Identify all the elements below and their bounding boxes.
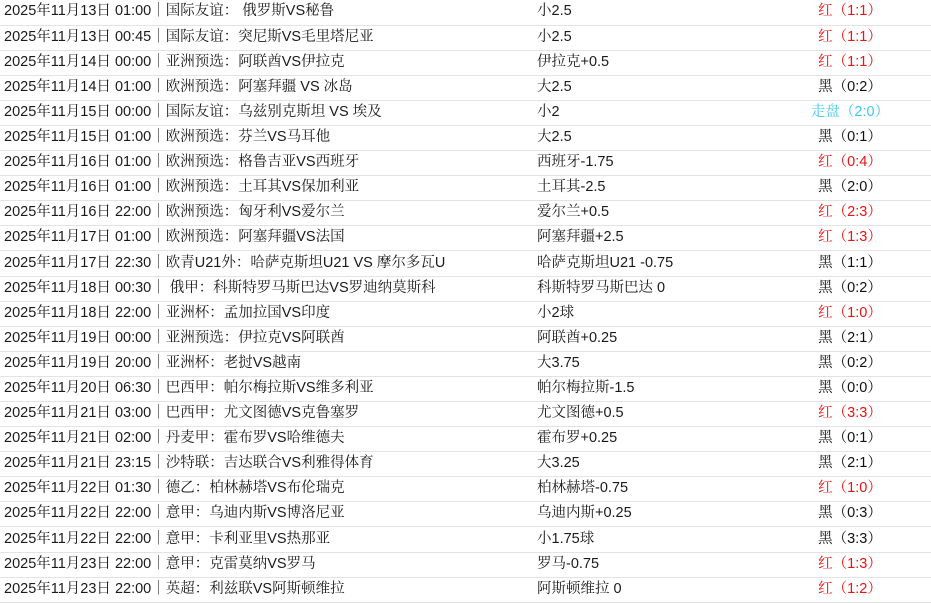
- result-cell: 红（1:3）: [765, 226, 931, 251]
- result-cell: 黑（0:2）: [765, 75, 931, 100]
- result-cell: 红（1:1）: [765, 0, 931, 25]
- table-row[interactable]: [0, 251, 931, 276]
- handicap-cell: 大3.75: [533, 351, 765, 376]
- result-cell: 黑（3:3）: [765, 527, 931, 552]
- match-info-cell: 2025年11月19日 20:00｜亚洲杯：老挝VS越南: [0, 351, 533, 376]
- table-row[interactable]: [0, 0, 931, 25]
- result-cell: 走盘（2:0）: [765, 100, 931, 125]
- handicap-cell: 哈萨克斯坦U21 -0.75: [533, 251, 765, 276]
- handicap-cell: 科斯特罗马斯巴达 0: [533, 276, 765, 301]
- handicap-cell: 西班牙-1.75: [533, 151, 765, 176]
- table-row[interactable]: [0, 25, 931, 50]
- result-cell: 黑（2:1）: [765, 452, 931, 477]
- result-cell: 红（1:0）: [765, 301, 931, 326]
- match-info-cell: 2025年11月21日 02:00｜丹麦甲：霍布罗VS哈维德夫: [0, 427, 533, 452]
- result-cell: 黑（0:1）: [765, 427, 931, 452]
- match-info-cell: 2025年11月14日 01:00｜欧洲预选：阿塞拜疆 VS 冰岛: [0, 75, 533, 100]
- table-row[interactable]: [0, 201, 931, 226]
- table-row[interactable]: [0, 552, 931, 577]
- result-cell: 红（2:3）: [765, 201, 931, 226]
- match-info-cell: 2025年11月23日 22:00｜意甲：克雷莫纳VS罗马: [0, 552, 533, 577]
- match-info-cell: 2025年11月16日 01:00｜欧洲预选：土耳其VS保加利亚: [0, 176, 533, 201]
- table-row[interactable]: [0, 125, 931, 150]
- handicap-cell: 大2.5: [533, 75, 765, 100]
- handicap-cell: 罗马-0.75: [533, 552, 765, 577]
- table-row[interactable]: [0, 176, 931, 201]
- handicap-cell: 土耳其-2.5: [533, 176, 765, 201]
- table-row[interactable]: [0, 527, 931, 552]
- handicap-cell: 大3.25: [533, 452, 765, 477]
- result-cell: 黑（2:0）: [765, 176, 931, 201]
- match-info-cell: 2025年11月22日 22:00｜意甲：卡利亚里VS热那亚: [0, 527, 533, 552]
- match-info-cell: 2025年11月14日 00:00｜亚洲预选：阿联酋VS伊拉克: [0, 50, 533, 75]
- result-cell: 黑（0:1）: [765, 125, 931, 150]
- match-info-cell: 2025年11月15日 01:00｜欧洲预选：芬兰VS马耳他: [0, 125, 533, 150]
- table-row[interactable]: [0, 502, 931, 527]
- result-cell: 黑（2:1）: [765, 326, 931, 351]
- result-cell: 黑（1:1）: [765, 251, 931, 276]
- match-info-cell: 2025年11月22日 01:30｜德乙：柏林赫塔VS布伦瑞克: [0, 477, 533, 502]
- table-row[interactable]: [0, 75, 931, 100]
- match-info-cell: 2025年11月18日 00:30｜ 俄甲：科斯特罗马斯巴达VS罗迪纳莫斯科: [0, 276, 533, 301]
- match-info-cell: 2025年11月15日 00:00｜国际友谊：乌兹别克斯坦 VS 埃及: [0, 100, 533, 125]
- result-cell: 红（0:4）: [765, 151, 931, 176]
- match-info-cell: 2025年11月22日 22:00｜意甲：乌迪内斯VS博洛尼亚: [0, 502, 533, 527]
- handicap-cell: 小2球: [533, 301, 765, 326]
- result-cell: 黑（0:2）: [765, 351, 931, 376]
- handicap-cell: 伊拉克+0.5: [533, 50, 765, 75]
- match-info-cell: 2025年11月17日 22:30｜欧青U21外：哈萨克斯坦U21 VS 摩尔多瓦U: [0, 251, 533, 276]
- result-cell: 红（1:1）: [765, 25, 931, 50]
- table-row[interactable]: [0, 577, 931, 602]
- match-info-cell: 2025年11月13日 01:00｜国际友谊： 俄罗斯VS秘鲁: [0, 0, 533, 25]
- match-info-cell: 2025年11月20日 06:30｜巴西甲：帕尔梅拉斯VS维多利亚: [0, 376, 533, 401]
- handicap-cell: 霍布罗+0.25: [533, 427, 765, 452]
- table-row[interactable]: [0, 50, 931, 75]
- match-info-cell: 2025年11月18日 22:00｜亚洲杯：孟加拉国VS印度: [0, 301, 533, 326]
- table-row[interactable]: [0, 301, 931, 326]
- handicap-cell: 阿塞拜疆+2.5: [533, 226, 765, 251]
- result-cell: 红（1:0）: [765, 477, 931, 502]
- match-info-cell: 2025年11月17日 01:00｜欧洲预选：阿塞拜疆VS法国: [0, 226, 533, 251]
- table-row[interactable]: [0, 351, 931, 376]
- table-row[interactable]: [0, 402, 931, 427]
- result-cell: 红（3:3）: [765, 402, 931, 427]
- table-row[interactable]: [0, 326, 931, 351]
- handicap-cell: 乌迪内斯+0.25: [533, 502, 765, 527]
- result-cell: 黑（0:0）: [765, 376, 931, 401]
- match-info-cell: 2025年11月19日 00:00｜亚洲预选：伊拉克VS阿联酋: [0, 326, 533, 351]
- table-row[interactable]: [0, 427, 931, 452]
- table-row[interactable]: [0, 226, 931, 251]
- handicap-cell: 帕尔梅拉斯-1.5: [533, 376, 765, 401]
- handicap-cell: 尤文图德+0.5: [533, 402, 765, 427]
- match-info-cell: 2025年11月16日 22:00｜欧洲预选：匈牙利VS爱尔兰: [0, 201, 533, 226]
- match-info-cell: 2025年11月16日 01:00｜欧洲预选：格鲁吉亚VS西班牙: [0, 151, 533, 176]
- table-row[interactable]: [0, 276, 931, 301]
- result-cell: 黑（0:3）: [765, 502, 931, 527]
- result-cell: 黑（0:2）: [765, 276, 931, 301]
- match-info-cell: 2025年11月23日 22:00｜英超：利兹联VS阿斯顿维拉: [0, 577, 533, 602]
- result-cell: 红（1:3）: [765, 552, 931, 577]
- handicap-cell: 阿联酋+0.25: [533, 326, 765, 351]
- handicap-cell: 柏林赫塔-0.75: [533, 477, 765, 502]
- handicap-cell: 小2: [533, 100, 765, 125]
- handicap-cell: 大2.5: [533, 125, 765, 150]
- handicap-cell: 阿斯顿维拉 0: [533, 577, 765, 602]
- table-row[interactable]: [0, 477, 931, 502]
- match-info-cell: 2025年11月21日 23:15｜沙特联：吉达联合VS利雅得体育: [0, 452, 533, 477]
- handicap-cell: 小1.75球: [533, 527, 765, 552]
- handicap-cell: 小2.5: [533, 25, 765, 50]
- result-cell: 红（1:1）: [765, 50, 931, 75]
- table-row[interactable]: [0, 100, 931, 125]
- match-info-cell: 2025年11月13日 00:45｜国际友谊：突尼斯VS毛里塔尼亚: [0, 25, 533, 50]
- table-row[interactable]: [0, 151, 931, 176]
- match-info-cell: 2025年11月21日 03:00｜巴西甲：尤文图德VS克鲁塞罗: [0, 402, 533, 427]
- handicap-cell: 小2.5: [533, 0, 765, 25]
- result-cell: 红（1:2）: [765, 577, 931, 602]
- handicap-cell: 爱尔兰+0.5: [533, 201, 765, 226]
- table-row[interactable]: [0, 452, 931, 477]
- table-row[interactable]: [0, 376, 931, 401]
